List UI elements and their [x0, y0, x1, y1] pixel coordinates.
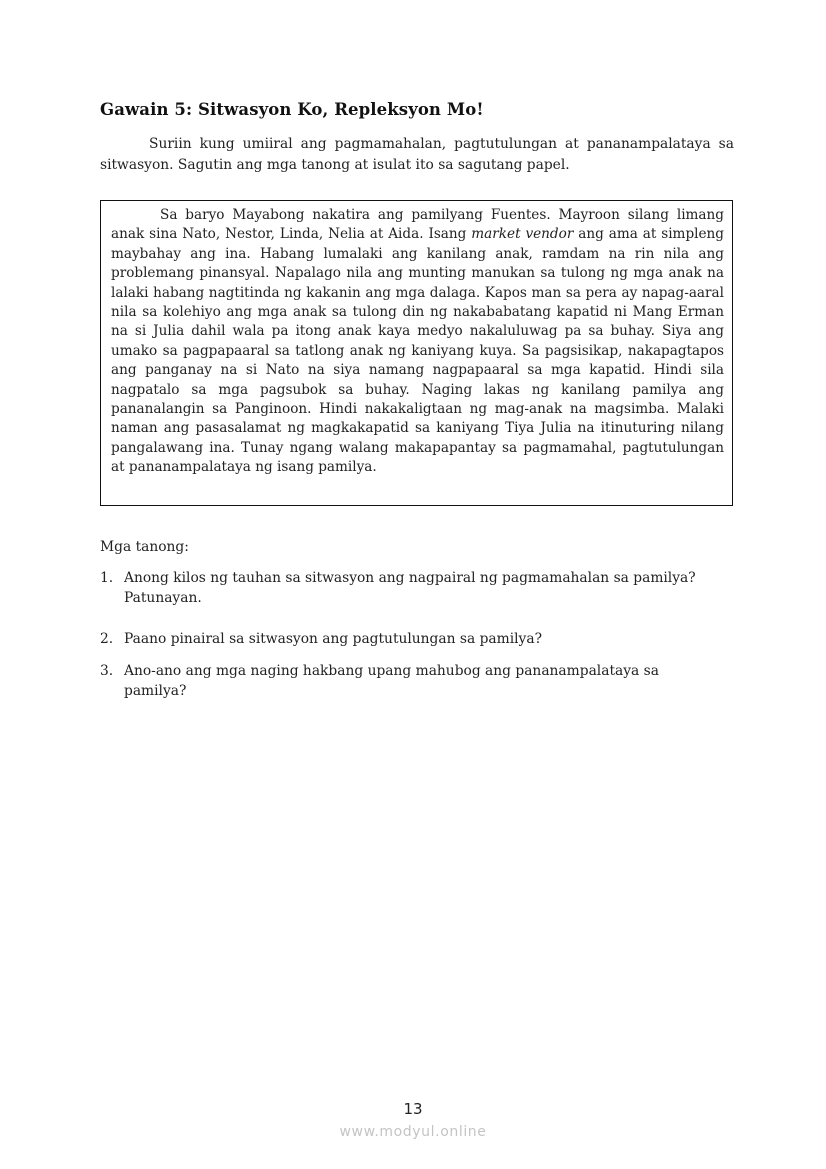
- situation-box: [100, 200, 733, 506]
- questions-list: [100, 568, 720, 701]
- question-item: [100, 568, 720, 608]
- situation-text: [111, 206, 724, 478]
- page-number: 13: [403, 1100, 423, 1118]
- question-text: Paano pinairal sa sitwasyon ang pagtutulungan sa pamilya?: [124, 631, 542, 647]
- question-number: 2.: [100, 631, 114, 647]
- question-item: [100, 629, 720, 649]
- situation-text-part2: ang ama at simpleng maybahay ang ina. Habang lumalaki ang kanilang anak, ramdam na rin nila ang problemang pinansyal. Napalago nila ang munting manukan sa tulong ng mga anak na lalaki habang nagtitinda ng kakanin ang mga dalaga. Kapos man sa pera ay napag-aaral nila sa kolehiyo ang mga anak sa tulong din ng nakababatang kapatid ni Mang Erman na si Julia dahil wala pa itong anak kaya medyo nakaluluwag pa sa buhay. Siya ang umako sa pagpapaaral sa tatlong anak ng kaniyang kuya. Sa pagsisikap, nakapagtapos ang panganay na si Nato na siya namang nagpapaaral sa mga kapatid. Hindi sila nagpatalo sa mga pagsubok sa buhay. Naging lakas ng kanilang pamilya ang pananalangin sa Panginoon. Hindi nakakaligtaan ng mag-anak na magsimba. Malaki naman ang pasasalamat ng magkakapatid sa kaniyang Tiya Julia na itinuturing nilang pangalawang ina. Tunay ngang walang makapapantay sa pagmamahal, pagtutulungan at pananampalataya ng isang pamilya.: [111, 226, 725, 476]
- activity-title: Gawain 5: Sitwasyon Ko, Repleksyon Mo!: [100, 100, 484, 119]
- situation-italic-term: market vendor: [471, 226, 574, 243]
- watermark-url: www.modyul.online: [339, 1124, 487, 1140]
- question-item: [100, 661, 720, 701]
- questions-label: Mga tanong:: [100, 539, 189, 555]
- question-text: Ano-ano ang mga naging hakbang upang mahubog ang pananampalataya sa pamilya?: [124, 663, 659, 699]
- situation-text-part1: Sa baryo Mayabong nakatira ang pamilyang Fuentes. Mayroon silang limang anak sina Nato, Nestor, Linda, Nelia at Aida. Isang: [111, 207, 724, 243]
- question-text: Anong kilos ng tauhan sa sitwasyon ang nagpairal ng pagmamahalan sa pamilya? Patunayan.: [124, 570, 696, 606]
- question-number: 1.: [100, 570, 114, 586]
- question-number: 3.: [100, 663, 114, 679]
- activity-instructions: Suriin kung umiiral ang pagmamahalan, pagtutulungan at pananampalataya sa sitwasyon. Sagutin ang mga tanong at isulat ito sa sagutang papel.: [100, 136, 734, 173]
